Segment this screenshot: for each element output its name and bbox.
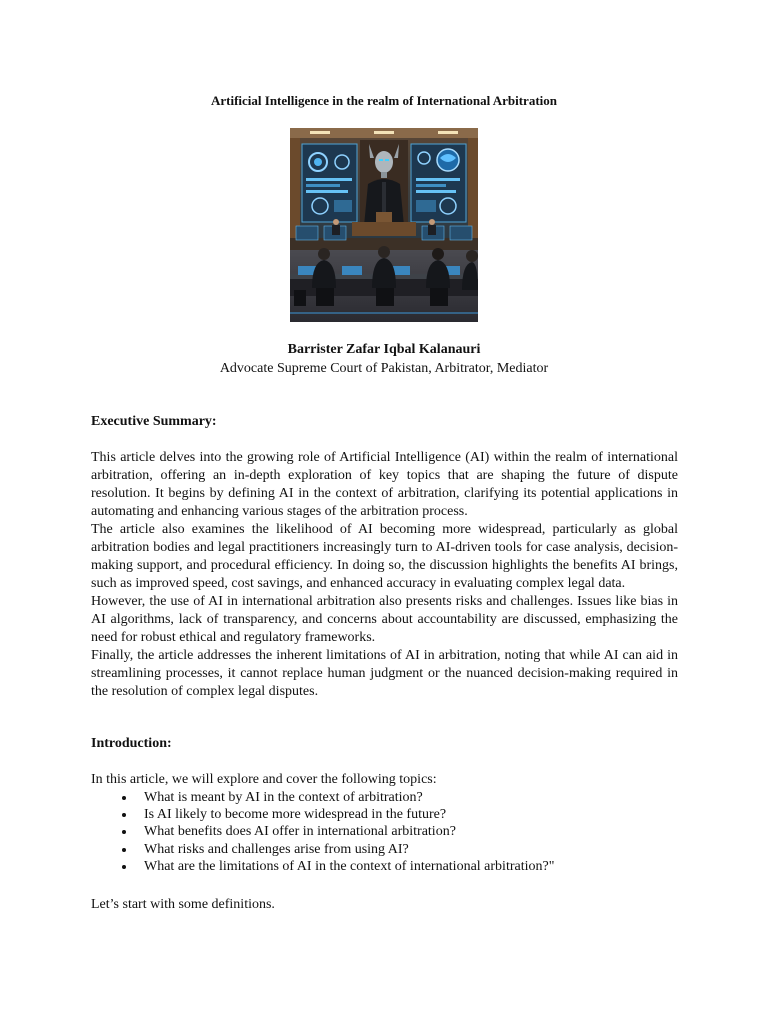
summary-paragraph: Finally, the article addresses the inherent limitations of AI in arbitration, noting that while AI can aid in streamlining processes, it cannot replace human judgment or the nuanced decision-making required in the resolution of complex legal disputes. [91,648,678,699]
topics-list [91,789,723,875]
executive-summary-body [91,449,678,701]
summary-paragraph: The article also examines the likelihood of AI becoming more widespread, particularly as global arbitration bodies and legal practitioners increasingly turn to AI-driven tools for case analysis, decision-making support, and procedural efficiency. In doing so, the discussion highlights the benefits AI brings, such as improved speed, cost savings, and enhanced accuracy in evaluating complex legal data. [91,522,678,591]
author-affiliation: Advocate Supreme Court of Pakistan, Arbitrator, Mediator [219,361,549,376]
list-item: • What is meant by AI in the context of arbitration? [136,789,723,806]
list-item: • What are the limitations of AI in the context of international arbitration?" [136,858,723,875]
ai-courtroom-illustration-icon [290,128,478,322]
introduction-closing: Let’s start with some definitions. [91,897,275,912]
list-item: • What risks and challenges arise from using AI? [136,841,723,858]
list-item: • What benefits does AI offer in international arbitration? [136,823,723,840]
introduction-lead: In this article, we will explore and cover the following topics: [91,772,437,787]
executive-summary-heading: Executive Summary: [91,414,217,429]
summary-paragraph: This article delves into the growing role of Artificial Intelligence (AI) within the realm of international arbitration, offering an in-depth exploration of key topics that are shaping the future of dispute resolution. It begins by defining AI in the context of arbitration, clarifying its potential applications in automating and enhancing various stages of the arbitration process. [91,450,678,519]
introduction-heading: Introduction: [91,736,172,751]
list-item: • Is AI likely to become more widespread in the future? [136,806,723,823]
summary-paragraph: However, the use of AI in international arbitration also presents risks and challenges. Issues like bias in AI algorithms, lack of transparency, and concerns about accountability are discussed, emphasizing the need for robust ethical and regulatory frameworks. [91,594,678,645]
document-title: Artificial Intelligence in the realm of International Arbitration [210,93,558,108]
author-name: Barrister Zafar Iqbal Kalanauri [287,342,481,357]
